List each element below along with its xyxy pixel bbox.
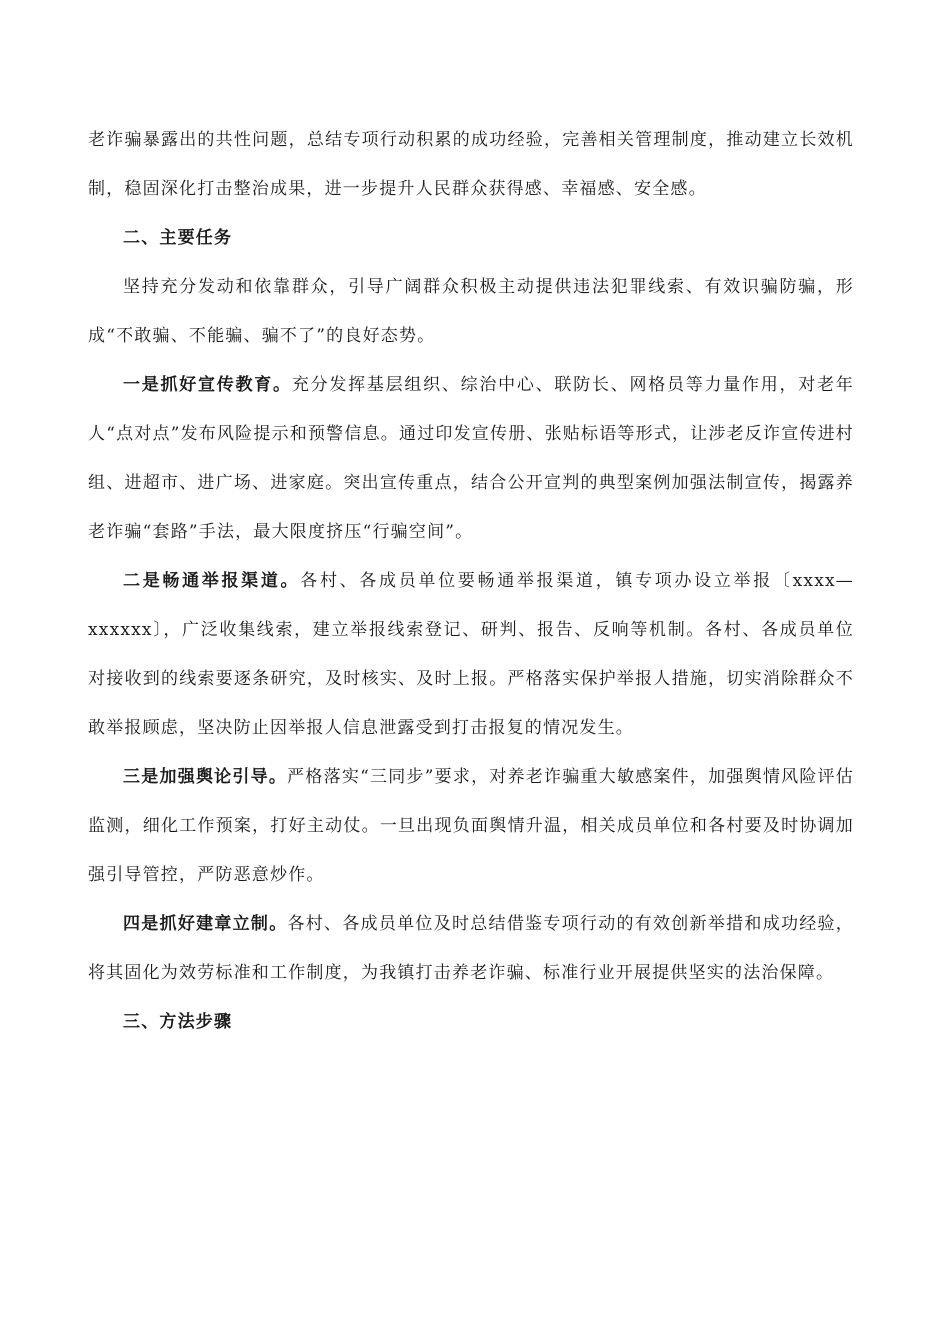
task-body-4: 各村、各成员单位及时总结借鉴专项行动的有效创新举措和成功经验，将其固化为效劳标准和工作制度，为我镇打击养老诈骗、标准行业开展提供坚实的法治保障。 bbox=[88, 914, 854, 983]
task-body-2: 各村、各成员单位要畅通举报渠道，镇专项办设立举报〔xxxx—xxxxxx〕，广泛收集线索，建立举报线索登记、研判、报告、反响等机制。各村、各成员单位对接收到的线索要逐条研究，及时核实、及时上报。严格落实保护举报人措施，切实消除群众不敢举报顾虑，坚决防止因举报人信息泄露受到打击报复的情况发生。 bbox=[88, 571, 854, 738]
section-heading-main-tasks: 二、主要任务 bbox=[123, 228, 233, 248]
task-lead-2: 二是畅通举报渠道。 bbox=[123, 571, 301, 591]
task-lead-4: 四是抓好建章立制。 bbox=[123, 914, 288, 934]
section-heading-methods: 三、方法步骤 bbox=[123, 1012, 233, 1032]
task-paragraph-4 bbox=[88, 900, 854, 998]
task-paragraph-3 bbox=[88, 753, 854, 900]
task-body-3: 严格落实“三同步”要求，对养老诈骗重大敏感案件，加强舆情风险评估监测，细化工作预案，打好主动仗。一旦出现负面舆情升温，相关成员单位和各村要及时协调加强引导管控，严防恶意炒作。 bbox=[88, 767, 854, 885]
task-paragraph-1 bbox=[88, 361, 854, 557]
section-intro-paragraph: 坚持充分发动和依靠群众，引导广阔群众积极主动提供违法犯罪线索、有效识骗防骗，形成“不敢骗、不能骗、骗不了”的良好态势。 bbox=[88, 277, 854, 346]
task-body-1: 充分发挥基层组织、综治中心、联防长、网格员等力量作用，对老年人“点对点”发布风险提示和预警信息。通过印发宣传册、张贴标语等形式，让涉老反诈宣传进村组、进超市、进广场、进家庭。突出宣传重点，结合公开宣判的典型案例加强法制宣传，揭露养老诈骗“套路”手法，最大限度挤压“行骗空间”。 bbox=[88, 375, 854, 542]
document-body bbox=[88, 116, 854, 1047]
task-lead-3: 三是加强舆论引导。 bbox=[123, 767, 288, 787]
task-paragraph-2 bbox=[88, 557, 854, 753]
intro-continuation-paragraph: 老诈骗暴露出的共性问题，总结专项行动积累的成功经验，完善相关管理制度，推动建立长效机制，稳固深化打击整治成果，进一步提升人民群众获得感、幸福感、安全感。 bbox=[88, 130, 854, 199]
task-lead-1: 一是抓好宣传教育。 bbox=[123, 375, 292, 395]
